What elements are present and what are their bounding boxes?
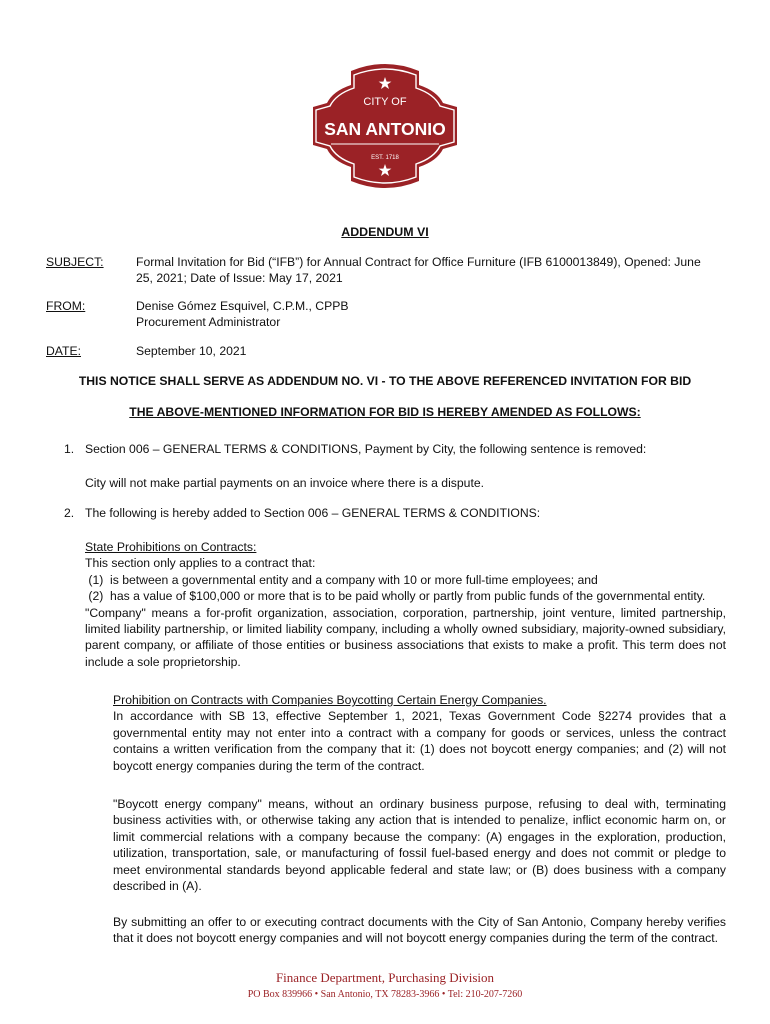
footer-contact: PO Box 839966 • San Antonio, TX 78283-3966 • Tel: 210-207-7260 [247,989,523,1000]
from-line: Procurement Administrator [136,315,281,330]
subject-line: 25, 2021; Date of Issue: May 17, 2021 [136,271,343,286]
paragraph: "Company" means a for-profit organization, association, corporation, partnership, joint venture, limited partnership, limited liability partnership, or limited liability company, including a wholly owned subsidiary, majority-owned subsidiary, parent company, or affiliate of those entities or business associations that exists to make a profit. This term does not include a sole proprietorship. [85,605,726,669]
city-of-san-antonio-logo [311,63,459,189]
section-heading: State Prohibitions on Contracts: [85,540,257,554]
notice-amended: THE ABOVE-MENTIONED INFORMATION FOR BID IS HEREBY AMENDED AS FOLLOWS: [129,405,641,419]
document-title: ADDENDUM VI [341,225,429,239]
subject-label: SUBJECT: [46,255,104,269]
subject-line: Formal Invitation for Bid (“IFB”) for Annual Contract for Office Furniture (IFB 6100013849), Opened: June [136,255,701,269]
subject-value [136,254,726,287]
date-label: DATE: [46,344,81,358]
energy-companies-section [113,692,726,774]
section-heading: Prohibition on Contracts with Companies Boycotting Certain Energy Companies. [113,693,547,707]
from-value [136,298,726,331]
paragraph: In accordance with SB 13, effective September 1, 2021, Texas Government Code §2274 provides that a governmental entity may not enter into a contract with a company for goods or services, unless the contract contains a written verification from the company that it: (1) does not boycott energy companies; and (2) will not boycott energy companies during the term of the contract. [113,709,726,773]
from-label: FROM: [46,299,86,313]
logo-est-text: EST. 1718 [371,155,399,161]
logo-main-text: SAN ANTONIO [324,119,446,139]
from-line: Denise Gómez Esquivel, C.P.M., CPPB [136,299,349,313]
paragraph: By submitting an offer to or executing contract documents with the City of San Antonio, Company hereby verifies that it does not boycott energy companies and will not boycott energy companies during the term of the contract. [113,915,726,946]
paragraph-line: (1) is between a governmental entity and a company with 10 or more full-time employees; and [85,572,598,587]
item-text: The following is hereby added to Section 006 – GENERAL TERMS & CONDITIONS: [85,506,541,520]
footer-department: Finance Department, Purchasing Division [275,970,495,985]
paragraph: "Boycott energy company" means, without an ordinary business purpose, refusing to deal with, terminating business activities with, or otherwise taking any action that is intended to penalize, inflict economic harm on, or limit commercial relations with a company because the company: (A) engages in the exploration, production, utilization, transportation, sale, or manufacturing of fossil fuel-based energy and does not commit or pledge to meet environmental standards beyond applicable federal and state law; or (B) does business with a company described in (A). [113,797,726,894]
paragraph-line: (2) has a value of $100,000 or more that is to be paid wholly or partly from public funds of the governmental entity. [85,589,706,604]
item-number: 1. [64,442,75,456]
state-prohibitions-section [85,539,726,670]
item-number: 2. [64,506,75,520]
item-subtext: City will not make partial payments on an invoice where there is a dispute. [85,476,484,490]
item-text: Section 006 – GENERAL TERMS & CONDITIONS, Payment by City, the following sentence is removed: [85,442,647,456]
paragraph-line: This section only applies to a contract that: [85,556,316,571]
notice-addendum: THIS NOTICE SHALL SERVE AS ADDENDUM NO. VI - TO THE ABOVE REFERENCED INVITATION FOR BID [78,374,692,388]
logo-top-text: CITY OF [363,96,407,108]
date-value: September 10, 2021 [136,344,247,358]
